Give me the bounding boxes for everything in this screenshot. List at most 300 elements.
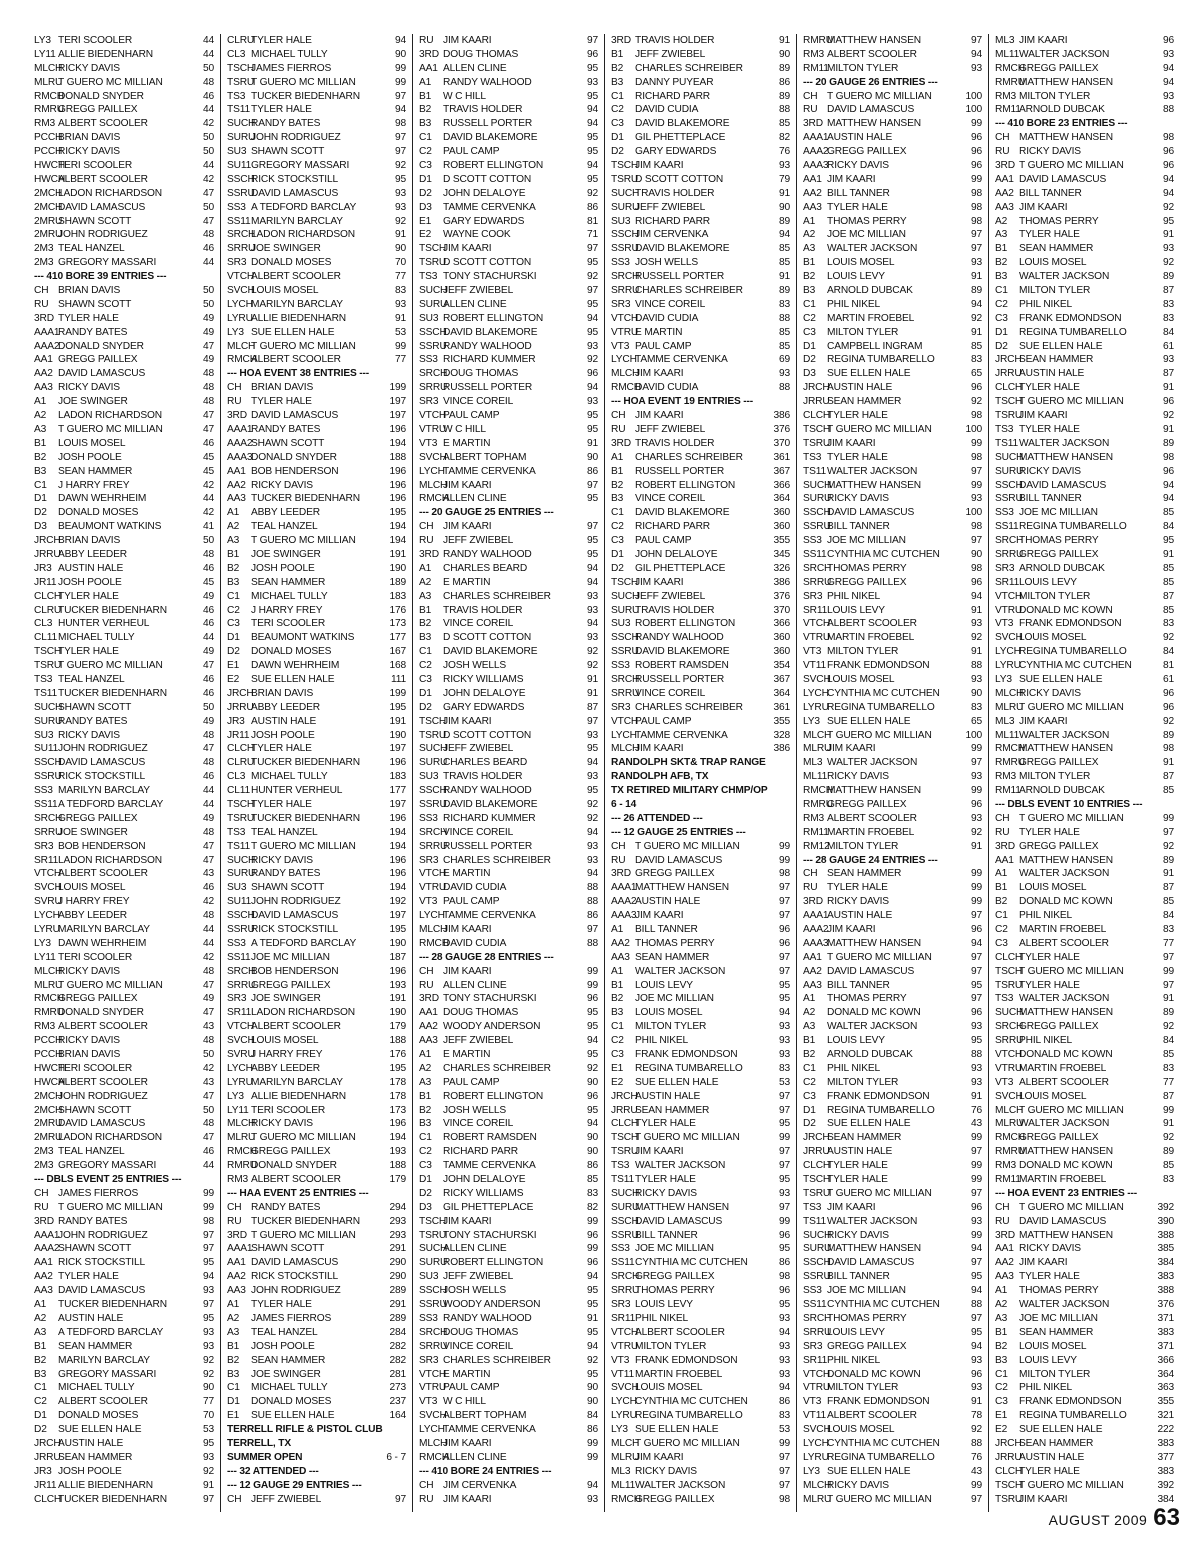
result-row [803, 90, 982, 104]
class-code: HWCH [34, 173, 66, 185]
result-row [419, 173, 598, 187]
score: 281 [389, 1368, 406, 1380]
class-code: C3 [419, 160, 432, 172]
score: 94 [1162, 173, 1174, 185]
class-code: CH [611, 840, 626, 852]
shooter-name: SUE ELLEN HALE [827, 1118, 911, 1130]
score: 91 [586, 673, 598, 685]
result-row [419, 1159, 598, 1173]
class-code: TS11 [227, 104, 250, 116]
result-row [611, 1215, 790, 1229]
result-row [419, 1368, 598, 1382]
class-code: B2 [803, 271, 816, 283]
score: 48 [202, 1035, 214, 1047]
result-row [419, 1090, 598, 1104]
score: 91 [586, 437, 598, 449]
score: 98 [970, 201, 982, 213]
shooter-name: JOE SWINGER [251, 1368, 321, 1380]
result-row [34, 76, 214, 90]
result-row [227, 1395, 406, 1409]
shooter-name: JIM KAARI [443, 1437, 492, 1449]
shooter-name: MATTHEW HANSEN [635, 1201, 729, 1213]
class-code: CLCH [995, 1465, 1023, 1477]
shooter-name: ALLEN CLINE [443, 979, 507, 991]
score: 94 [1162, 479, 1174, 491]
shoot-info-text: RANDOLPH SKT& TRAP RANGE [611, 757, 766, 769]
result-row [34, 631, 214, 645]
class-code: SSRU [419, 340, 447, 352]
shooter-name: ROBERT ELLINGTON [443, 1257, 544, 1269]
shooter-name: RICKY DAVIS [827, 771, 889, 783]
class-code: B1 [995, 1326, 1008, 1338]
result-row [419, 326, 598, 340]
shooter-name: DONALD SNYDER [58, 1007, 144, 1019]
class-code: TSCH [803, 1174, 831, 1186]
class-code: SURU [611, 604, 640, 616]
shooter-name: TUCKER BIEDENHARN [251, 90, 360, 102]
class-code: 2MCH [34, 1090, 63, 1102]
score: 284 [389, 1326, 406, 1338]
score: 88 [778, 312, 790, 324]
shooter-name: TYLER HALE [1019, 1465, 1080, 1477]
result-row [995, 103, 1174, 117]
result-row [611, 1298, 790, 1312]
class-code: D3 [803, 368, 816, 380]
class-code: LYCH [419, 1424, 445, 1436]
shooter-name: DONALD MOSES [251, 257, 332, 269]
class-code: CH [419, 1479, 434, 1491]
score: 47 [202, 340, 214, 352]
shooter-name: MATTHEW HANSEN [1019, 76, 1113, 88]
shooter-name: LADON RICHARDSON [251, 229, 356, 241]
shooter-name: GREGG PAILLEX [1019, 62, 1099, 74]
score: 49 [202, 312, 214, 324]
class-code: VTCH [611, 715, 639, 727]
result-row [419, 159, 598, 173]
result-row [227, 1368, 406, 1382]
class-code: C2 [803, 312, 816, 324]
shooter-name: RICK STOCKSTILL [251, 173, 339, 185]
score: 65 [970, 368, 982, 380]
class-code: A3 [803, 243, 816, 255]
score: 46 [202, 771, 214, 783]
shooter-name: TEAL HANZEL [58, 243, 125, 255]
score: 90 [970, 687, 982, 699]
result-row [611, 534, 790, 548]
result-row [611, 1117, 790, 1131]
class-code: AA2 [803, 187, 822, 199]
result-row [227, 1312, 406, 1326]
score: 95 [970, 979, 982, 991]
result-row [34, 90, 214, 104]
score: 50 [202, 1104, 214, 1116]
class-code: LY3 [227, 1090, 244, 1102]
score: 99 [1162, 812, 1174, 824]
result-row [419, 1242, 598, 1256]
result-row [611, 854, 790, 868]
score: 84 [1162, 910, 1174, 922]
shooter-name: SEAN HAMMER [1019, 1437, 1094, 1449]
score: 93 [1162, 354, 1174, 366]
class-code: A1 [611, 451, 624, 463]
event-header-text: --- 20 GAUGE 25 ENTRIES --- [419, 507, 554, 519]
shooter-name: D SCOTT COTTON [443, 257, 532, 269]
class-code: LYCH [611, 729, 637, 741]
score: 98 [970, 521, 982, 533]
class-code: RM11 [803, 826, 829, 838]
result-row [803, 756, 982, 770]
result-row [611, 298, 790, 312]
class-code: JR3 [227, 715, 245, 727]
shooter-name: BILL TANNER [827, 521, 890, 533]
class-code: C2 [803, 1076, 816, 1088]
shooter-name: SEAN HAMMER [635, 1104, 710, 1116]
class-code: HWCH [34, 1076, 66, 1088]
shooter-name: RICHARD KUMMER [443, 812, 536, 824]
result-row [803, 1215, 982, 1229]
result-row [419, 1104, 598, 1118]
shooter-name: ALBERT SCOOLER [635, 1326, 725, 1338]
class-code: E2 [227, 673, 240, 685]
class-code: AA1 [995, 1243, 1014, 1255]
shooter-name: RANDY BATES [58, 326, 128, 338]
class-code: SSCH [611, 632, 639, 644]
shooter-name: GREGORY MASSARI [58, 1368, 157, 1380]
result-row [995, 867, 1174, 881]
shooter-name: ALLIE BIEDENHARN [58, 48, 153, 60]
result-row [611, 909, 790, 923]
class-code: A3 [34, 1326, 47, 1338]
score: 282 [389, 1354, 406, 1366]
result-row [803, 1173, 982, 1187]
score: 65 [970, 715, 982, 727]
result-row [227, 48, 406, 62]
class-code: SUCH [611, 1187, 640, 1199]
score: 92 [394, 215, 406, 227]
class-code: SRCH [419, 368, 448, 380]
shooter-name: MILTON TYLER [1019, 285, 1091, 297]
class-code: TSCH [995, 1479, 1023, 1491]
result-row [995, 353, 1174, 367]
shooter-name: FRANK EDMONDSON [1019, 312, 1122, 324]
class-code: 3RD [419, 548, 439, 560]
class-code: AA3 [803, 979, 822, 991]
score: 87 [1162, 285, 1174, 297]
shooter-name: T GUERO MC MILLIAN [635, 1437, 740, 1449]
score: 89 [1162, 271, 1174, 283]
score: 92 [970, 396, 982, 408]
class-code: A1 [419, 562, 432, 574]
result-row [995, 62, 1174, 76]
shooter-name: FRANK EDMONDSON [827, 1090, 930, 1102]
score: 96 [778, 937, 790, 949]
score: 83 [970, 701, 982, 713]
result-row [419, 1270, 598, 1284]
class-code: TSRU [419, 729, 447, 741]
class-code: CLRU [227, 35, 255, 46]
class-code: RM3 [803, 812, 825, 824]
score: 97 [1162, 979, 1174, 991]
shooter-name: MICHAEL TULLY [251, 1382, 328, 1394]
score: 97 [202, 1229, 214, 1241]
shooter-name: ALBERT SCOOLER [251, 354, 341, 366]
score: 91 [586, 687, 598, 699]
score: 91 [1162, 757, 1174, 769]
score: 97 [970, 1312, 982, 1324]
result-row [34, 1284, 214, 1298]
event-header [995, 798, 1174, 812]
score: 95 [586, 743, 598, 755]
result-row [227, 798, 406, 812]
shooter-name: W C HILL [443, 1396, 486, 1408]
shooter-name: RICKY DAVIS [58, 382, 120, 394]
result-row [419, 395, 598, 409]
class-code: JRRU [995, 1451, 1022, 1463]
shooter-name: DAVID LAMASCUS [635, 1215, 723, 1227]
class-code: RM3 [34, 1021, 56, 1033]
result-row [995, 1409, 1174, 1423]
result-row [227, 729, 406, 743]
score: 194 [389, 882, 406, 894]
result-row [419, 520, 598, 534]
class-code: 3RD [611, 437, 631, 449]
result-row [227, 1090, 406, 1104]
result-row [419, 340, 598, 354]
shooter-name: AUSTIN HALE [635, 896, 701, 908]
shooter-name: VINCE COREIL [635, 298, 706, 310]
shooter-name: SEAN HAMMER [58, 465, 133, 477]
class-code: VTRU [419, 1382, 447, 1394]
class-code: D2 [419, 1187, 432, 1199]
score: 43 [202, 1021, 214, 1033]
score: 99 [970, 1174, 982, 1186]
shooter-name: RICKY DAVIS [635, 1465, 697, 1477]
result-row [611, 1131, 790, 1145]
score: 92 [202, 1354, 214, 1366]
shooter-name: JOE MC MILLIAN [827, 229, 906, 241]
class-code: SRRU [419, 840, 448, 852]
shooter-name: RICKY DAVIS [1019, 146, 1081, 158]
class-code: VT3 [611, 340, 630, 352]
score: 383 [1157, 1465, 1174, 1477]
shooter-name: T GUERO MC MILLIAN [1019, 396, 1124, 408]
class-code: A2 [419, 576, 432, 588]
class-code: C3 [803, 326, 816, 338]
score: 86 [586, 201, 598, 213]
score: 191 [389, 548, 406, 560]
shooter-name: JOSH WELLS [443, 1104, 507, 1116]
result-row [611, 1076, 790, 1090]
score: 100 [965, 507, 982, 519]
class-code: RM11 [803, 62, 829, 74]
class-code: SR3 [227, 993, 247, 1005]
class-code: MLCH [611, 743, 640, 755]
shooter-name: ROBERT ELLINGTON [635, 618, 736, 630]
results-column [604, 34, 796, 1512]
score: 364 [773, 687, 790, 699]
score: 99 [394, 76, 406, 88]
shooter-name: TRAVIS HOLDER [635, 437, 715, 449]
result-row [995, 784, 1174, 798]
score: 91 [1162, 993, 1174, 1005]
class-code: JR11 [227, 729, 250, 741]
score: 97 [970, 465, 982, 477]
class-code: TSRU [803, 437, 831, 449]
class-code: SS11 [803, 548, 827, 560]
score: 82 [586, 1201, 598, 1213]
shooter-name: RICHARD KUMMER [443, 354, 536, 366]
shooter-name: MILTON TYLER [635, 1021, 707, 1033]
shooter-name: TYLER HALE [58, 1271, 119, 1283]
shooter-name: T GUERO MC MILLIAN [1019, 965, 1124, 977]
class-code: A2 [995, 215, 1008, 227]
shooter-name: SUE ELLEN HALE [1019, 673, 1103, 685]
shooter-name: DAVID BLAKEMORE [635, 507, 730, 519]
shooter-name: T GUERO MC MILLIAN [635, 840, 740, 852]
shooter-name: FRANK EDMONDSON [635, 1049, 738, 1061]
result-row [995, 256, 1174, 270]
shoot-info-text: TX RETIRED MILITARY CHMP/OP [611, 785, 768, 797]
class-code: C1 [803, 1062, 816, 1074]
class-code: SSCH [611, 229, 639, 241]
class-code: JRCH [34, 1437, 61, 1449]
shooter-name: SEAN HAMMER [635, 951, 710, 963]
result-row [419, 1340, 598, 1354]
result-row [995, 76, 1174, 90]
class-code: CH [803, 90, 818, 102]
shooter-name: REGINA TUMBARELLO [827, 701, 935, 713]
result-row [419, 381, 598, 395]
shooter-name: TAMME CERVENKA [443, 1160, 536, 1172]
score: 97 [970, 1146, 982, 1158]
class-code: LYCH [803, 687, 829, 699]
result-row [419, 48, 598, 62]
result-row [227, 590, 406, 604]
result-row [611, 1409, 790, 1423]
class-code: SURU [611, 1201, 640, 1213]
class-code: SS11 [803, 1299, 827, 1311]
score: 49 [202, 326, 214, 338]
score: 48 [202, 368, 214, 380]
score: 93 [394, 201, 406, 213]
score: 83 [1162, 1062, 1174, 1074]
score: 92 [970, 826, 982, 838]
score: 95 [1162, 535, 1174, 547]
shooter-name: WALTER JACKSON [1019, 271, 1110, 283]
score: 93 [778, 1035, 790, 1047]
result-row [611, 1479, 790, 1493]
result-row [611, 923, 790, 937]
result-row [419, 909, 598, 923]
result-row [611, 1062, 790, 1076]
class-code: RMCH [803, 785, 833, 797]
shooter-name: TERI SCOOLER [251, 1104, 326, 1116]
shooter-name: SEAN HAMMER [827, 1132, 902, 1144]
class-code: SR11 [803, 1354, 828, 1366]
result-row [34, 1368, 214, 1382]
event-header [227, 1479, 406, 1493]
class-code: RMCH [995, 1132, 1025, 1144]
class-code: 2M3 [34, 257, 54, 269]
class-code: SSRU [227, 924, 255, 935]
class-code: B3 [227, 576, 240, 588]
class-code: B1 [611, 48, 624, 60]
score: 97 [778, 1090, 790, 1102]
result-row [803, 979, 982, 993]
result-row [611, 1034, 790, 1048]
class-code: SRCH [227, 229, 256, 241]
result-row [611, 312, 790, 326]
score: 196 [389, 465, 406, 477]
shoot-info [227, 1437, 406, 1451]
result-row [803, 256, 982, 270]
result-row [34, 1090, 214, 1104]
class-code: 3RD [995, 160, 1015, 172]
shooter-name: WALTER JACKSON [827, 465, 918, 477]
class-code: B3 [34, 465, 47, 477]
result-row [227, 687, 406, 701]
score: 50 [202, 1049, 214, 1061]
score: 191 [389, 993, 406, 1005]
score: 48 [202, 76, 214, 88]
class-code: SSCH [419, 1285, 447, 1297]
shooter-name: ALBERT SCOOLER [251, 1174, 341, 1186]
shooter-name: RICKY WILLIAMS [443, 673, 524, 685]
shooter-name: GREGG PAILLEX [1019, 548, 1099, 560]
shooter-name: RICKY DAVIS [635, 1187, 697, 1199]
score: 86 [586, 1424, 598, 1436]
shooter-name: PHIL NIKEL [635, 1035, 689, 1047]
shooter-name: LOUIS MOSEL [635, 1382, 703, 1394]
result-row [34, 506, 214, 520]
score: 90 [586, 1396, 598, 1408]
score: 194 [389, 437, 406, 449]
result-row [34, 1104, 214, 1118]
shooter-name: CYNTHIA MC CUTCHEN [1019, 660, 1132, 672]
result-row [34, 1242, 214, 1256]
class-code: B1 [419, 90, 432, 102]
shooter-name: DAVID LAMASCUS [58, 757, 146, 769]
shooter-name: BRIAN DAVIS [58, 132, 121, 144]
score: 99 [970, 479, 982, 491]
class-code: JRCH [227, 687, 254, 699]
score: 90 [202, 1382, 214, 1394]
result-row [995, 1340, 1174, 1354]
result-row [995, 617, 1174, 631]
shooter-name: ALBERT SCOOLER [58, 1021, 148, 1033]
class-code: C3 [611, 118, 624, 130]
result-row [803, 1090, 982, 1104]
shooter-name: AUSTIN HALE [1019, 1451, 1085, 1463]
shooter-name: CHARLES SCHREIBER [443, 1062, 551, 1074]
score: 93 [586, 729, 598, 741]
class-code: RU [611, 854, 626, 866]
shooter-name: PHIL NIKEL [1019, 1382, 1073, 1394]
class-code: LYCH [419, 910, 445, 922]
score: 96 [1162, 160, 1174, 172]
result-row [227, 1062, 406, 1076]
score: 99 [586, 979, 598, 991]
class-code: SS11 [34, 798, 58, 810]
score: 96 [1162, 465, 1174, 477]
class-code: CLCH [995, 951, 1023, 963]
score: 370 [773, 437, 790, 449]
class-code: A1 [611, 924, 624, 935]
shooter-name: JIM KAARI [1019, 201, 1068, 213]
shooter-name: PAUL CAMP [635, 535, 692, 547]
shooter-name: AUSTIN HALE [251, 715, 317, 727]
shooter-name: T GUERO MC MILLIAN [251, 535, 356, 547]
